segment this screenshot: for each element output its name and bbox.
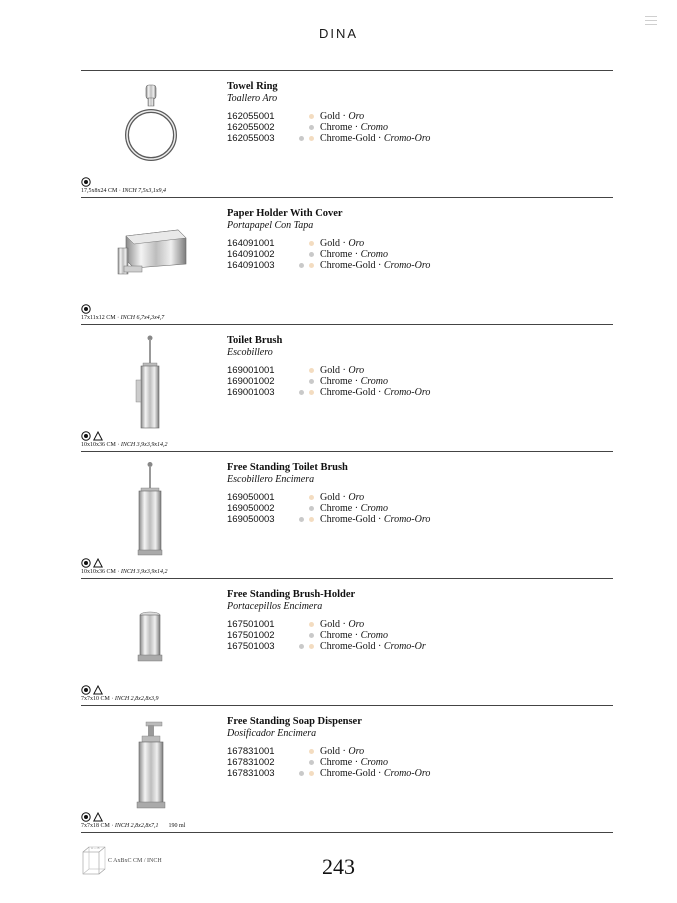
dimensions: 7x7x10 CM · INCH 2,8x2,8x3,9	[81, 696, 159, 702]
variant-row	[227, 757, 487, 768]
product-entry	[81, 452, 613, 579]
variant-row	[227, 514, 487, 525]
product-code: 167831003	[227, 768, 275, 779]
mount-icons	[81, 301, 93, 311]
product-name: Toilet Brush	[227, 335, 283, 346]
product-code: 169001001	[227, 365, 275, 376]
finish-swatch	[309, 749, 314, 754]
variant-row	[227, 238, 487, 249]
product-name-es: Portacepillos Encimera	[227, 601, 323, 612]
finish-swatch	[309, 390, 314, 395]
product-code: 167501003	[227, 641, 275, 652]
variant-row	[227, 111, 487, 122]
product-code: 169050002	[227, 503, 275, 514]
product-code: 169001003	[227, 387, 275, 398]
mount-icons	[81, 682, 105, 692]
dimensions: 17x11x12 CM · INCH 6,7x4,3x4,7	[81, 315, 165, 321]
finish-swatch	[309, 495, 314, 500]
variant-row	[227, 365, 487, 376]
brush-holder-image	[106, 589, 196, 684]
finish-swatch	[299, 644, 304, 649]
mount-icons	[81, 809, 105, 819]
product-code: 167501002	[227, 630, 275, 641]
product-name-es: Escobillero Encimera	[227, 474, 315, 485]
finish-swatch	[309, 252, 314, 257]
variant-row	[227, 249, 487, 260]
finish-label: Gold · Oro	[320, 746, 365, 757]
product-name: Free Standing Brush-Holder	[227, 589, 356, 600]
product-name: Towel Ring	[227, 81, 278, 92]
product-name-es: Toallero Aro	[227, 93, 278, 104]
variant-list	[227, 238, 487, 271]
product-code: 167831001	[227, 746, 275, 757]
finish-label: Chrome-Gold · Cromo-Oro	[320, 768, 431, 779]
finish-swatch	[309, 633, 314, 638]
paper-holder-image	[106, 208, 196, 303]
variant-list	[227, 746, 487, 779]
soap-dispenser-image	[106, 716, 196, 811]
product-name: Free Standing Soap Dispenser	[227, 716, 362, 727]
finish-label: Chrome-Gold · Cromo-Oro	[320, 387, 431, 398]
finish-swatch	[309, 760, 314, 765]
variant-row	[227, 387, 487, 398]
mount-icons	[81, 428, 105, 438]
toilet-brush-image	[106, 335, 196, 430]
finish-label: Chrome · Cromo	[320, 757, 388, 768]
mount-icons	[81, 555, 105, 565]
finish-swatch	[299, 390, 304, 395]
product-name-es: Escobillero	[227, 347, 273, 358]
brand-title: DINA	[318, 26, 359, 41]
product-code: 162055001	[227, 111, 275, 122]
variant-row	[227, 503, 487, 514]
product-name-es: Portapapel Con Tapa	[227, 220, 314, 231]
product-code: 167831002	[227, 757, 275, 768]
dimensions: 7x7x18 CM · INCH 2,8x2,8x7,1 190 ml	[81, 823, 186, 829]
finish-label: Chrome · Cromo	[320, 630, 388, 641]
finish-label: Chrome-Gold · Cromo-Or	[320, 641, 426, 652]
dimensions: 10x10x36 CM · INCH 3,9x3,9x14,2	[81, 442, 168, 448]
finish-swatch	[309, 771, 314, 776]
dimensions: 17,5x8x24 CM · INCH 7,5x3,1x9,4	[81, 188, 167, 194]
towel-ring-image	[106, 81, 196, 176]
finish-swatch	[309, 241, 314, 246]
finish-swatch	[309, 368, 314, 373]
product-entry	[81, 706, 613, 833]
finish-swatch	[309, 622, 314, 627]
finish-swatch	[309, 506, 314, 511]
finish-label: Gold · Oro	[320, 619, 365, 630]
finish-label: Chrome · Cromo	[320, 503, 388, 514]
mount-icons	[81, 174, 93, 184]
finish-label: Chrome-Gold · Cromo-Oro	[320, 133, 431, 144]
variant-row	[227, 133, 487, 144]
finish-swatch	[299, 771, 304, 776]
product-code: 167501001	[227, 619, 275, 630]
product-entry	[81, 579, 613, 706]
finish-label: Gold · Oro	[320, 365, 365, 376]
finish-label: Gold · Oro	[320, 238, 365, 249]
finish-swatch	[309, 379, 314, 384]
product-entry	[81, 71, 613, 198]
variant-row	[227, 260, 487, 271]
product-code: 169050001	[227, 492, 275, 503]
product-code: 164091003	[227, 260, 275, 271]
variant-row	[227, 492, 487, 503]
product-code: 164091001	[227, 238, 275, 249]
variant-list	[227, 365, 487, 398]
svg-text:A — B: A — B	[91, 846, 100, 850]
variant-row	[227, 122, 487, 133]
volume: 190 ml	[168, 823, 186, 829]
finish-swatch	[309, 517, 314, 522]
finish-swatch	[309, 263, 314, 268]
finish-swatch	[299, 517, 304, 522]
finish-label: Gold · Oro	[320, 492, 365, 503]
finish-label: Chrome-Gold · Cromo-Oro	[320, 260, 431, 271]
product-name-es: Dosificador Encimera	[227, 728, 317, 739]
finish-label: Chrome · Cromo	[320, 249, 388, 260]
finish-swatch	[309, 644, 314, 649]
finish-label: Chrome · Cromo	[320, 122, 388, 133]
variant-row	[227, 376, 487, 387]
product-code: 169050003	[227, 514, 275, 525]
finish-label: Gold · Oro	[320, 111, 365, 122]
variant-row	[227, 768, 487, 779]
finish-swatch	[309, 125, 314, 130]
product-name: Paper Holder With Cover	[227, 208, 343, 219]
section-divider	[81, 832, 613, 833]
product-code: 164091002	[227, 249, 275, 260]
menu-icon[interactable]	[645, 16, 657, 28]
variant-row	[227, 619, 487, 630]
finish-swatch	[309, 136, 314, 141]
product-code: 162055003	[227, 133, 275, 144]
product-code: 169001002	[227, 376, 275, 387]
finish-label: Chrome · Cromo	[320, 376, 388, 387]
variant-row	[227, 630, 487, 641]
finish-swatch	[299, 136, 304, 141]
dimensions: 10x10x36 CM · INCH 3,9x3,9x14,2	[81, 569, 168, 575]
finish-swatch	[299, 263, 304, 268]
finish-label: Chrome-Gold · Cromo-Oro	[320, 514, 431, 525]
product-code: 162055002	[227, 122, 275, 133]
product-name: Free Standing Toilet Brush	[227, 462, 348, 473]
variant-list	[227, 619, 487, 652]
product-entry	[81, 325, 613, 452]
free-standing-toilet-brush-image	[106, 462, 196, 557]
finish-swatch	[309, 114, 314, 119]
page-number: 243	[322, 854, 355, 879]
variant-row	[227, 641, 487, 652]
variant-list	[227, 111, 487, 144]
variant-list	[227, 492, 487, 525]
dimension-legend: C AxBxC CM / INCH	[108, 858, 162, 864]
product-entry	[81, 198, 613, 325]
variant-row	[227, 746, 487, 757]
